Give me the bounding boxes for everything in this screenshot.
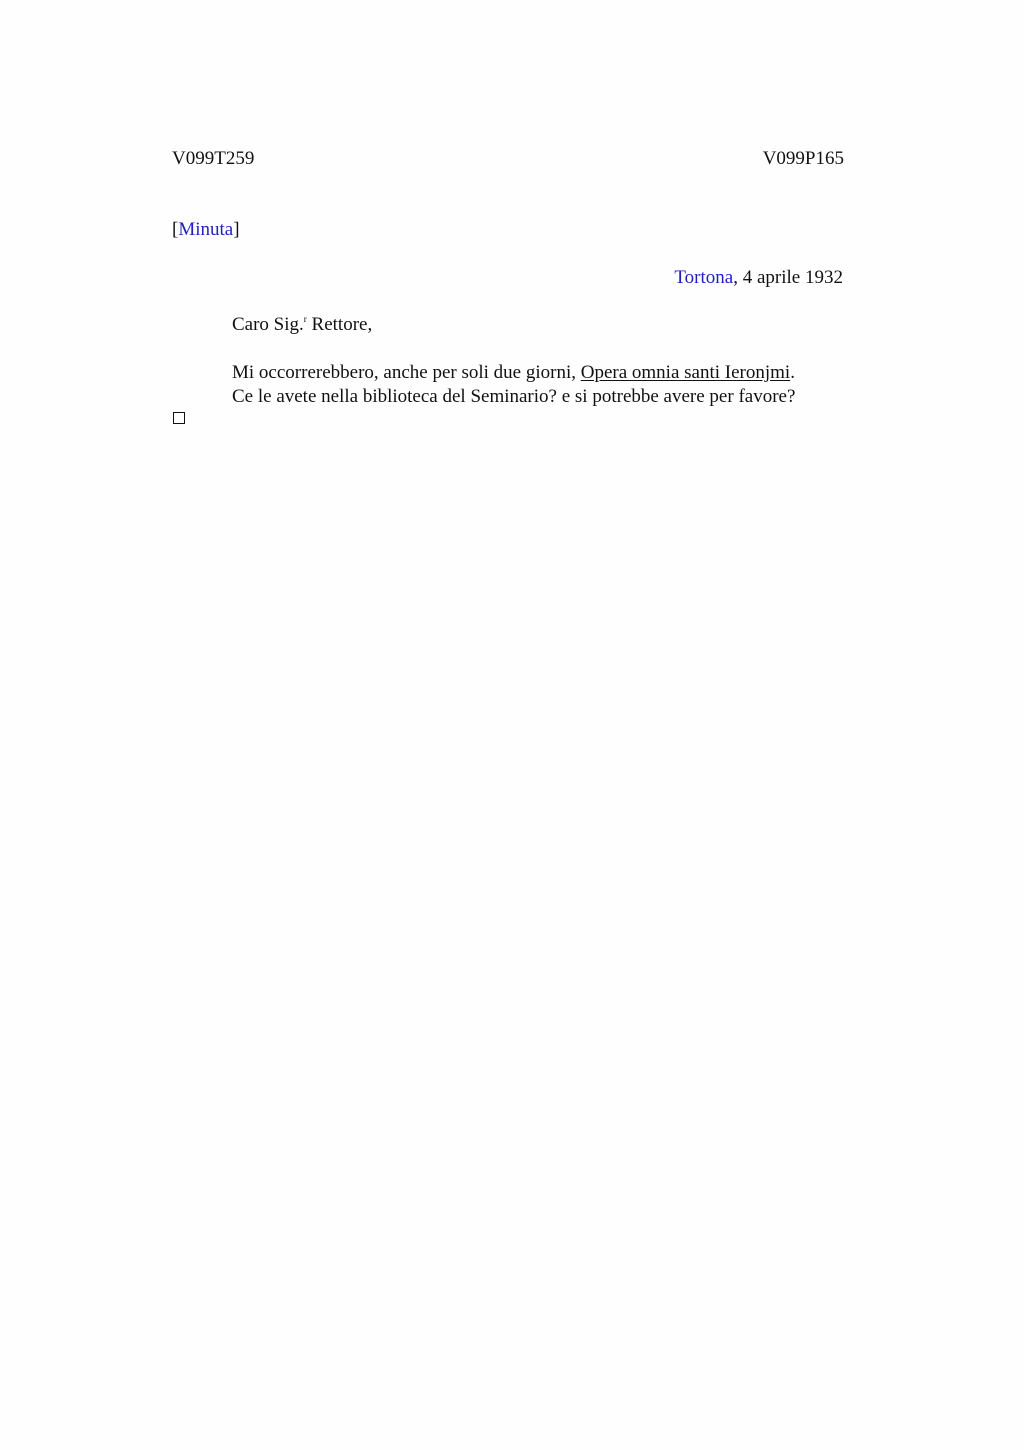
date-line: [674, 268, 843, 287]
salutation-start: Caro Sig.: [232, 314, 304, 335]
place-link[interactable]: Tortona: [674, 267, 734, 288]
salutation-end: Rettore,: [306, 314, 373, 335]
body-line-1-end: .: [790, 362, 795, 383]
salutation: [232, 315, 372, 334]
salutation-superscript: r: [303, 314, 307, 324]
minuta-open-bracket: [: [172, 219, 179, 240]
document-code-left: V099T259: [172, 148, 255, 169]
document-code-right: V099P165: [762, 148, 844, 169]
date-text: , 4 aprile 1932: [733, 267, 843, 288]
checkbox-square-icon[interactable]: [173, 412, 185, 424]
body-line-1-start: Mi occorrerebbero, anche per soli due giorni,: [232, 362, 581, 383]
minuta-label: [172, 220, 240, 239]
minuta-link[interactable]: Minuta: [178, 219, 234, 240]
body-line-1: [232, 363, 795, 382]
body-line-2: Ce le avete nella biblioteca del Seminario? e si potrebbe avere per favore?: [232, 386, 796, 407]
minuta-close-bracket: ]: [233, 219, 240, 240]
work-title: Opera omnia santi Ieronjmi: [580, 362, 791, 383]
